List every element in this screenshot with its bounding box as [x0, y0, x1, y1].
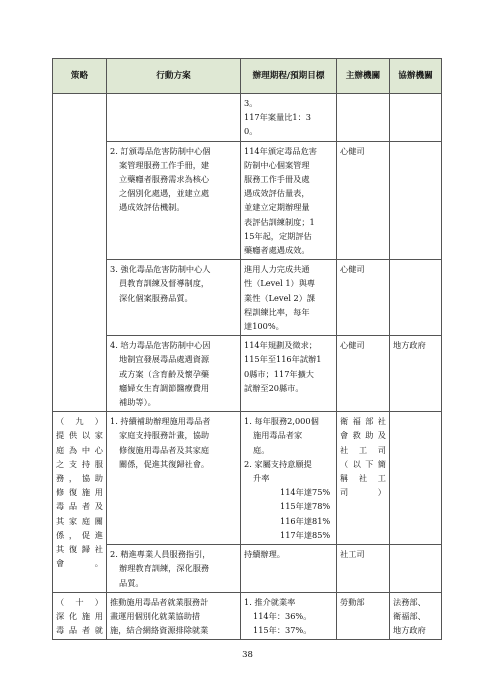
lead-agency-cell — [337, 141, 390, 260]
strategy-cell-9 — [53, 412, 107, 592]
cell-text-line: 試辦至20縣市。 — [244, 382, 304, 393]
cell-text-line: 推動施用毒品者就業服務計 — [110, 596, 209, 607]
table-row — [53, 141, 442, 260]
cell-text-line: 務，協助 — [56, 473, 103, 484]
cell-text-line: 並建立定期辦理量 — [244, 202, 310, 213]
schedule-cell — [241, 260, 337, 336]
cell-text-line: 0縣市；117年擴大 — [244, 368, 314, 379]
cell-text-line: 115年達78% — [280, 501, 331, 512]
cell-text-line: 畫運用個別化就業協助措 — [110, 610, 201, 621]
schedule-item-support-rate — [244, 457, 333, 485]
action-cell — [107, 141, 241, 260]
cell-text-line: 之個別化處遇，並建立處 — [119, 188, 210, 199]
cell-text-line: （十） — [56, 596, 103, 607]
header-strategy: 策略 — [53, 59, 107, 94]
cell-text-line: 業性（Level 2）課 — [244, 292, 316, 303]
cell-text-line: 藥癮者處遇成效。 — [244, 245, 310, 256]
table-row — [53, 94, 442, 142]
lead-agency-cell — [337, 545, 390, 593]
schedule-item-referral-rate — [244, 595, 333, 609]
cell-text-line: 遇成效評估量表， — [244, 188, 310, 199]
cell-text-line: 修復施用 — [56, 487, 103, 498]
cell-text-line: 地制宜發展毒品處遇資源 — [119, 354, 210, 365]
cell-text-line: 117年達85% — [280, 529, 331, 540]
cell-text-line: 衛福部、 — [393, 610, 426, 621]
cell-text-line: 0。 — [244, 126, 258, 137]
cell-text-line: 117年案量比1：3 — [244, 112, 311, 123]
cell-text-line: 地方政府 — [393, 625, 426, 636]
co-agency-cell — [390, 336, 442, 412]
cell-text-line: 114年：36%。 — [253, 610, 312, 621]
cell-text-line: 之支持服 — [56, 458, 103, 469]
cell-text-line: 116年達81% — [280, 515, 331, 526]
cell-text-line: 品質。 — [119, 577, 144, 588]
lead-agency-cell — [337, 412, 390, 545]
cell-text-line: 1. 持續補助辦理施用毒品者 — [110, 416, 211, 427]
cell-text-line: 司） — [340, 487, 386, 498]
cell-text-line: 1. 每年服務2,000個 — [244, 416, 319, 427]
schedule-item-yearly-targets — [244, 485, 333, 542]
schedule-cell — [241, 336, 337, 412]
action-cell — [107, 412, 241, 545]
cell-text-line: 115年至116年試辦1 — [244, 354, 322, 365]
lead-agency-cell — [337, 260, 390, 336]
cell-text-line: 防制中心個案管理 — [244, 159, 310, 170]
header-co-agency: 協辦機關 — [390, 59, 442, 94]
header-lead-agency: 主辦機關 — [337, 59, 390, 94]
cell-text-line: 提供以家 — [56, 430, 103, 441]
cell-text-line: 施，結合網絡資源排除就業 — [110, 625, 209, 636]
lead-agency-cell — [337, 336, 390, 412]
cell-text-line: 地方政府 — [393, 340, 426, 351]
table-row — [53, 592, 442, 640]
co-agency-cell — [390, 94, 442, 142]
action-cell — [107, 260, 241, 336]
schedule-cell — [241, 412, 337, 545]
cell-text-line: 心健司 — [340, 264, 365, 275]
cell-text-line: 性（Level 1）與專 — [244, 278, 316, 289]
cell-text-line: 深化個案服務品質。 — [119, 292, 193, 303]
schedule-item-service-count — [244, 414, 333, 457]
action-cell — [107, 545, 241, 593]
cell-text-line: 程訓練比率，每年 — [244, 306, 310, 317]
cell-text-line: 補助等）。 — [119, 397, 156, 408]
co-agency-cell — [390, 141, 442, 260]
page-number: 38 — [242, 650, 253, 660]
cell-text-line: 或方案（含育齡及懷孕藥 — [119, 368, 210, 379]
cell-text-line: 114年達75% — [280, 487, 331, 498]
schedule-cell — [241, 94, 337, 142]
cell-text-line: 進用人力完成共通 — [244, 264, 310, 275]
schedule-cell — [241, 545, 337, 593]
policy-table — [52, 58, 442, 640]
cell-text-line: 立藥癮者服務需求為核心 — [119, 174, 210, 185]
cell-text-line: 2. 家屬支持意願提 — [244, 458, 312, 469]
header-action: 行動方案 — [107, 59, 241, 94]
cell-text-line: 案管理服務工作手冊，建 — [119, 159, 210, 170]
cell-text-line: （九） — [56, 416, 103, 427]
cell-text-line: 4. 培力毒品危害防制中心因 — [110, 340, 211, 351]
cell-text-line: 服務工作手冊及處 — [244, 174, 310, 185]
cell-text-line: 114年規劃及徵求； — [244, 340, 317, 351]
action-cell — [107, 592, 241, 640]
table-row — [53, 412, 442, 545]
cell-text-line: 員教育訓練及督導制度， — [119, 278, 210, 289]
cell-text-line: 遇成效評估機制。 — [119, 202, 185, 213]
cell-text-line: 會救助及 — [340, 430, 386, 441]
cell-text-line: 社工司 — [340, 549, 365, 560]
cell-text-line: 2. 訂頒毒品危害防制中心個 — [110, 145, 211, 156]
cell-text-line: 1. 推介就業率 — [244, 596, 296, 607]
cell-text-line: 辦理教育訓練，深化服務 — [119, 563, 210, 574]
cell-text-line: 心健司 — [340, 340, 365, 351]
cell-text-line: 15年起，定期評估 — [244, 230, 312, 241]
co-agency-cell — [390, 260, 442, 336]
cell-text-line: 庭。 — [253, 444, 270, 455]
table-header-row — [53, 59, 442, 94]
cell-text-line: 表評估訓練制度；1 — [244, 216, 315, 227]
cell-text-line: 施用毒品者家 — [253, 430, 303, 441]
cell-text-line: 關係，促進其復歸社會。 — [119, 458, 210, 469]
cell-text-line: 心健司 — [340, 145, 365, 156]
cell-text-line: 其復歸社 — [56, 544, 103, 555]
cell-text-line: 修復施用毒品者及其家庭 — [119, 444, 210, 455]
strategy-cell-continued — [53, 94, 107, 412]
action-cell — [107, 336, 241, 412]
table-row — [53, 545, 442, 593]
header-schedule: 辦理期程/預期目標 — [241, 59, 337, 94]
cell-text-line: 其家庭關 — [56, 515, 103, 526]
cell-text-line: 勞動部 — [340, 596, 365, 607]
cell-text-line: 升率 — [253, 473, 270, 484]
cell-text-line: 114年頒定毒品危害 — [244, 145, 317, 156]
cell-text-line: 會。 — [56, 558, 103, 569]
cell-text-line: 衛福部社 — [340, 416, 386, 427]
table-row — [53, 260, 442, 336]
cell-text-line: 達100%。 — [244, 321, 284, 332]
cell-text-line: （以下簡 — [340, 458, 386, 469]
cell-text-line: 深化施用 — [56, 610, 103, 621]
co-agency-cell — [390, 592, 442, 640]
cell-text-line: 毒品者就 — [56, 625, 103, 636]
cell-text-line: 115年：37%。 — [253, 625, 312, 636]
cell-text-line: 社工司 — [340, 444, 386, 455]
cell-text-line: 3. 強化毒品危害防制中心人 — [110, 264, 211, 275]
lead-agency-cell — [337, 94, 390, 142]
table-row — [53, 336, 442, 412]
schedule-cell — [241, 592, 337, 640]
cell-text-line: 3。 — [244, 98, 258, 108]
cell-text-line: 庭為中心 — [56, 444, 103, 455]
cell-text-line: 係，促進 — [56, 529, 103, 540]
cell-text-line: 癮婦女生育調節醫療費用 — [119, 382, 210, 393]
cell-text-line: 法務部、 — [393, 596, 426, 607]
action-cell — [107, 94, 241, 142]
lead-agency-cell — [337, 592, 390, 640]
cell-text-line: 持續辦理。 — [244, 549, 285, 560]
schedule-cell — [241, 141, 337, 260]
cell-text-line: 稱社工 — [340, 473, 386, 484]
cell-text-line: 毒品者及 — [56, 501, 103, 512]
cell-text-line: 家庭支持服務計畫，協助 — [119, 430, 210, 441]
co-agency-cell — [390, 412, 442, 545]
cell-text-line: 2. 精進專業人員服務指引， — [110, 549, 211, 560]
schedule-item-yearly-targets — [244, 609, 333, 637]
co-agency-cell — [390, 545, 442, 593]
strategy-cell-10 — [53, 592, 107, 640]
